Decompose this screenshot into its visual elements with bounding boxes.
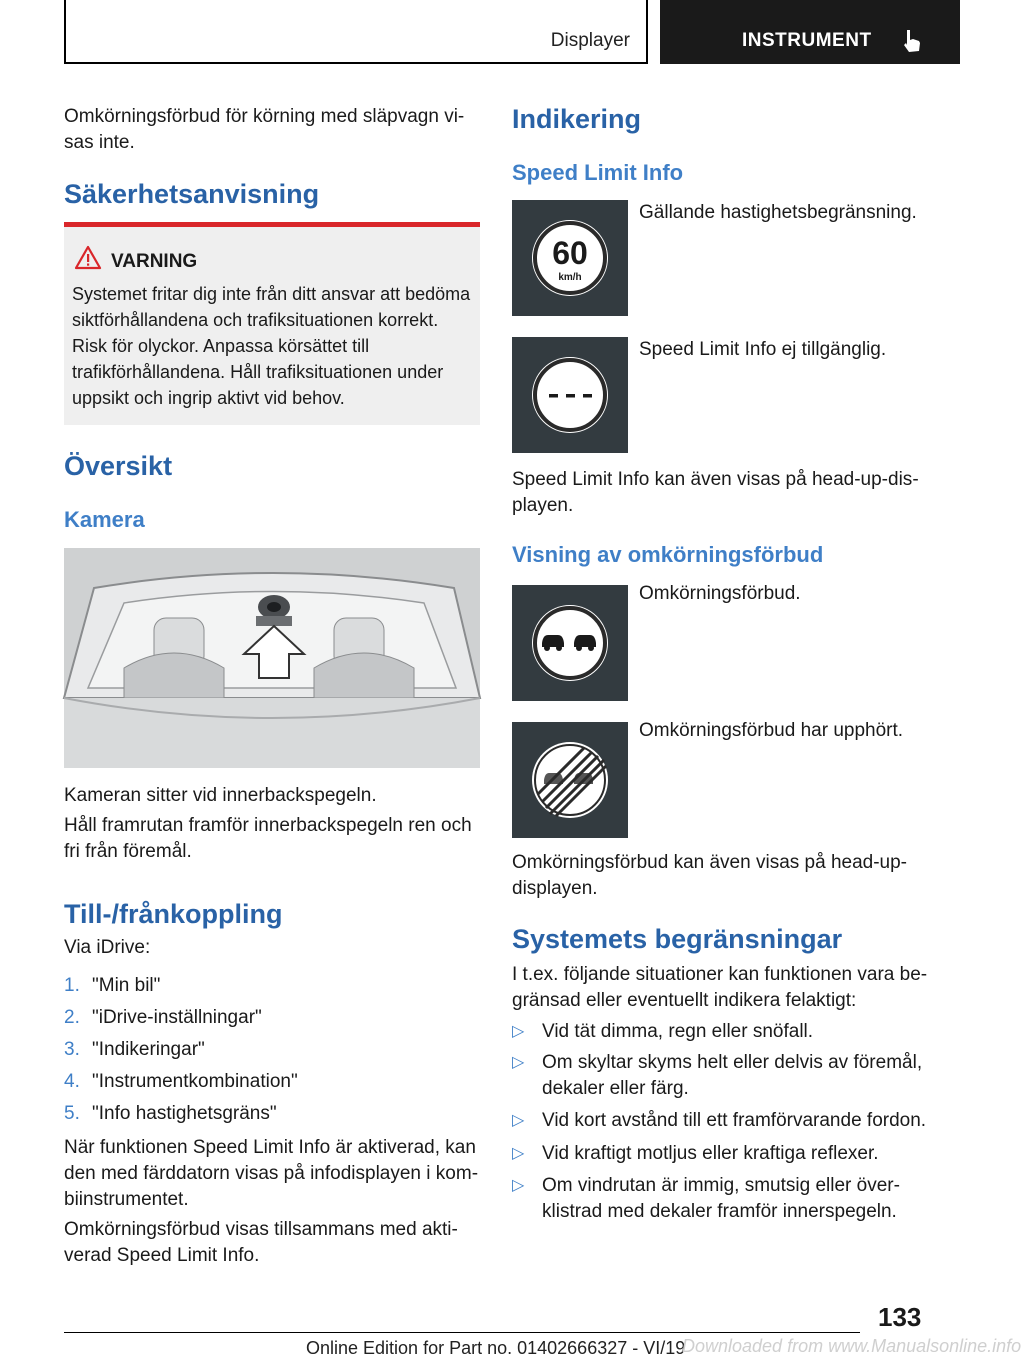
list-item: 5. "Info hastighetsgräns" <box>64 1103 277 1124</box>
page-number: 133 <box>878 1302 922 1332</box>
speed-limit-info-heading: Speed Limit Info <box>512 160 684 185</box>
camera-caption-1: Kameran sitter vid innerbackspegeln. <box>64 785 377 806</box>
paragraph-1: När funktionen Speed Limit Info är aktiverad, kan den med färddatorn visas på infodisplayen i kombiinstrumentet. <box>64 1137 479 1210</box>
warning-text: Systemet fritar dig inte från ditt ansvar att bedöma siktförhållandena och trafiksituationen korrekt. Risk för olyckor. Anpassa körsättet till trafikförhållandena. Håll trafiksituationen under uppsikt och ingrip aktivt vid behov. <box>72 284 471 408</box>
sign-60-value: 60 <box>552 235 588 271</box>
limits-intro: I t.ex. följande situationer kan funktionen vara begränsad eller eventuellt indikera felaktigt: <box>512 964 928 1011</box>
list-item: 4. "Instrumentkombination" <box>64 1071 298 1092</box>
header-chapter-title: INSTRUMENT <box>742 30 872 51</box>
camera-caption-2: Håll framrutan framför innerbackspegeln ren och fri från föremål. <box>64 815 472 862</box>
end-no-overtaking-icon <box>512 722 628 838</box>
list-item: ▷ Vid kraftigt motljus eller kraftiga reflexer. <box>512 1141 934 1167</box>
bullet-triangle-icon: ▷ <box>512 1177 525 1194</box>
end-no-overtaking-text: Omkörningsförbud har upphört. <box>639 720 904 741</box>
list-item: ▷ Vid tät dimma, regn eller snöfall. <box>512 1019 934 1045</box>
bullet-triangle-icon: ▷ <box>512 1112 525 1129</box>
warning-box <box>64 222 480 425</box>
no-overtaking-sign <box>512 585 628 701</box>
bullet-triangle-icon: ▷ <box>512 1054 525 1071</box>
camera-heading: Kamera <box>64 507 145 532</box>
no-overtaking-text: Omkörningsförbud. <box>639 583 801 604</box>
warning-triangle-icon <box>74 245 102 271</box>
toggle-heading: Till-/frånkoppling <box>64 899 283 929</box>
sign-60-text: Gällande hastighetsbegränsning. <box>639 202 917 223</box>
indication-heading: Indikering <box>512 104 642 134</box>
sign-unavailable-text: Speed Limit Info ej tillgänglig. <box>639 339 887 360</box>
warning-title: VARNING <box>111 251 198 272</box>
sign-60-unit: km/h <box>558 272 582 283</box>
camera-illustration <box>64 548 480 768</box>
speed-limit-60-icon <box>512 200 628 316</box>
header-section-title: Displayer <box>550 30 630 51</box>
list-item: ▷ Om skyltar skyms helt eller delvis av föremål, dekaler eller färg. <box>512 1052 923 1099</box>
hud-text-2: Omkörningsförbud kan även visas på head-up-displayen. <box>512 852 908 899</box>
intro-text: Omkörningsförbud för körning med släpvagn visas inte. <box>64 106 465 153</box>
speed-limit-unavailable-icon <box>512 337 628 453</box>
bullet-triangle-icon: ▷ <box>512 1145 525 1162</box>
limits-heading: Systemets begränsningar <box>512 924 843 954</box>
via-idrive: Via iDrive: <box>64 937 151 958</box>
footer-divider <box>64 1332 860 1333</box>
list-item: 1. "Min bil" <box>64 975 161 996</box>
overtake-heading: Visning av omkörningsförbud <box>512 542 824 567</box>
list-item: ▷ Om vindrutan är immig, smutsig eller överklistrad med dekaler framför innerspegeln. <box>512 1175 900 1222</box>
list-item: 2. "iDrive-inställningar" <box>64 1007 262 1028</box>
bullet-triangle-icon: ▷ <box>512 1023 525 1040</box>
paragraph-2: Omkörningsförbud visas tillsammans med aktiverad Speed Limit Info. <box>64 1219 458 1266</box>
speed-limit-unavailable-sign <box>512 337 628 453</box>
speed-limit-60-sign <box>512 200 628 316</box>
safety-heading: Säkerhetsanvisning <box>64 179 320 209</box>
list-item: 3. "Indikeringar" <box>64 1039 205 1060</box>
overview-heading: Översikt <box>64 451 173 481</box>
steps-list <box>64 970 480 1130</box>
footer-edition: Online Edition for Part no. 01402666327 - VI/19 <box>306 1338 686 1358</box>
end-no-overtaking-sign <box>512 722 628 838</box>
no-overtaking-icon <box>512 585 628 701</box>
header-chapter-tab <box>660 0 960 64</box>
list-item: ▷ Vid kort avstånd till ett framförvarande fordon. <box>512 1108 934 1134</box>
watermark: Downloaded from www.Manualsonline.info <box>682 1336 1021 1356</box>
hand-pointer-icon <box>896 26 926 56</box>
hud-text-1: Speed Limit Info kan även visas på head-up-displayen. <box>512 469 919 516</box>
